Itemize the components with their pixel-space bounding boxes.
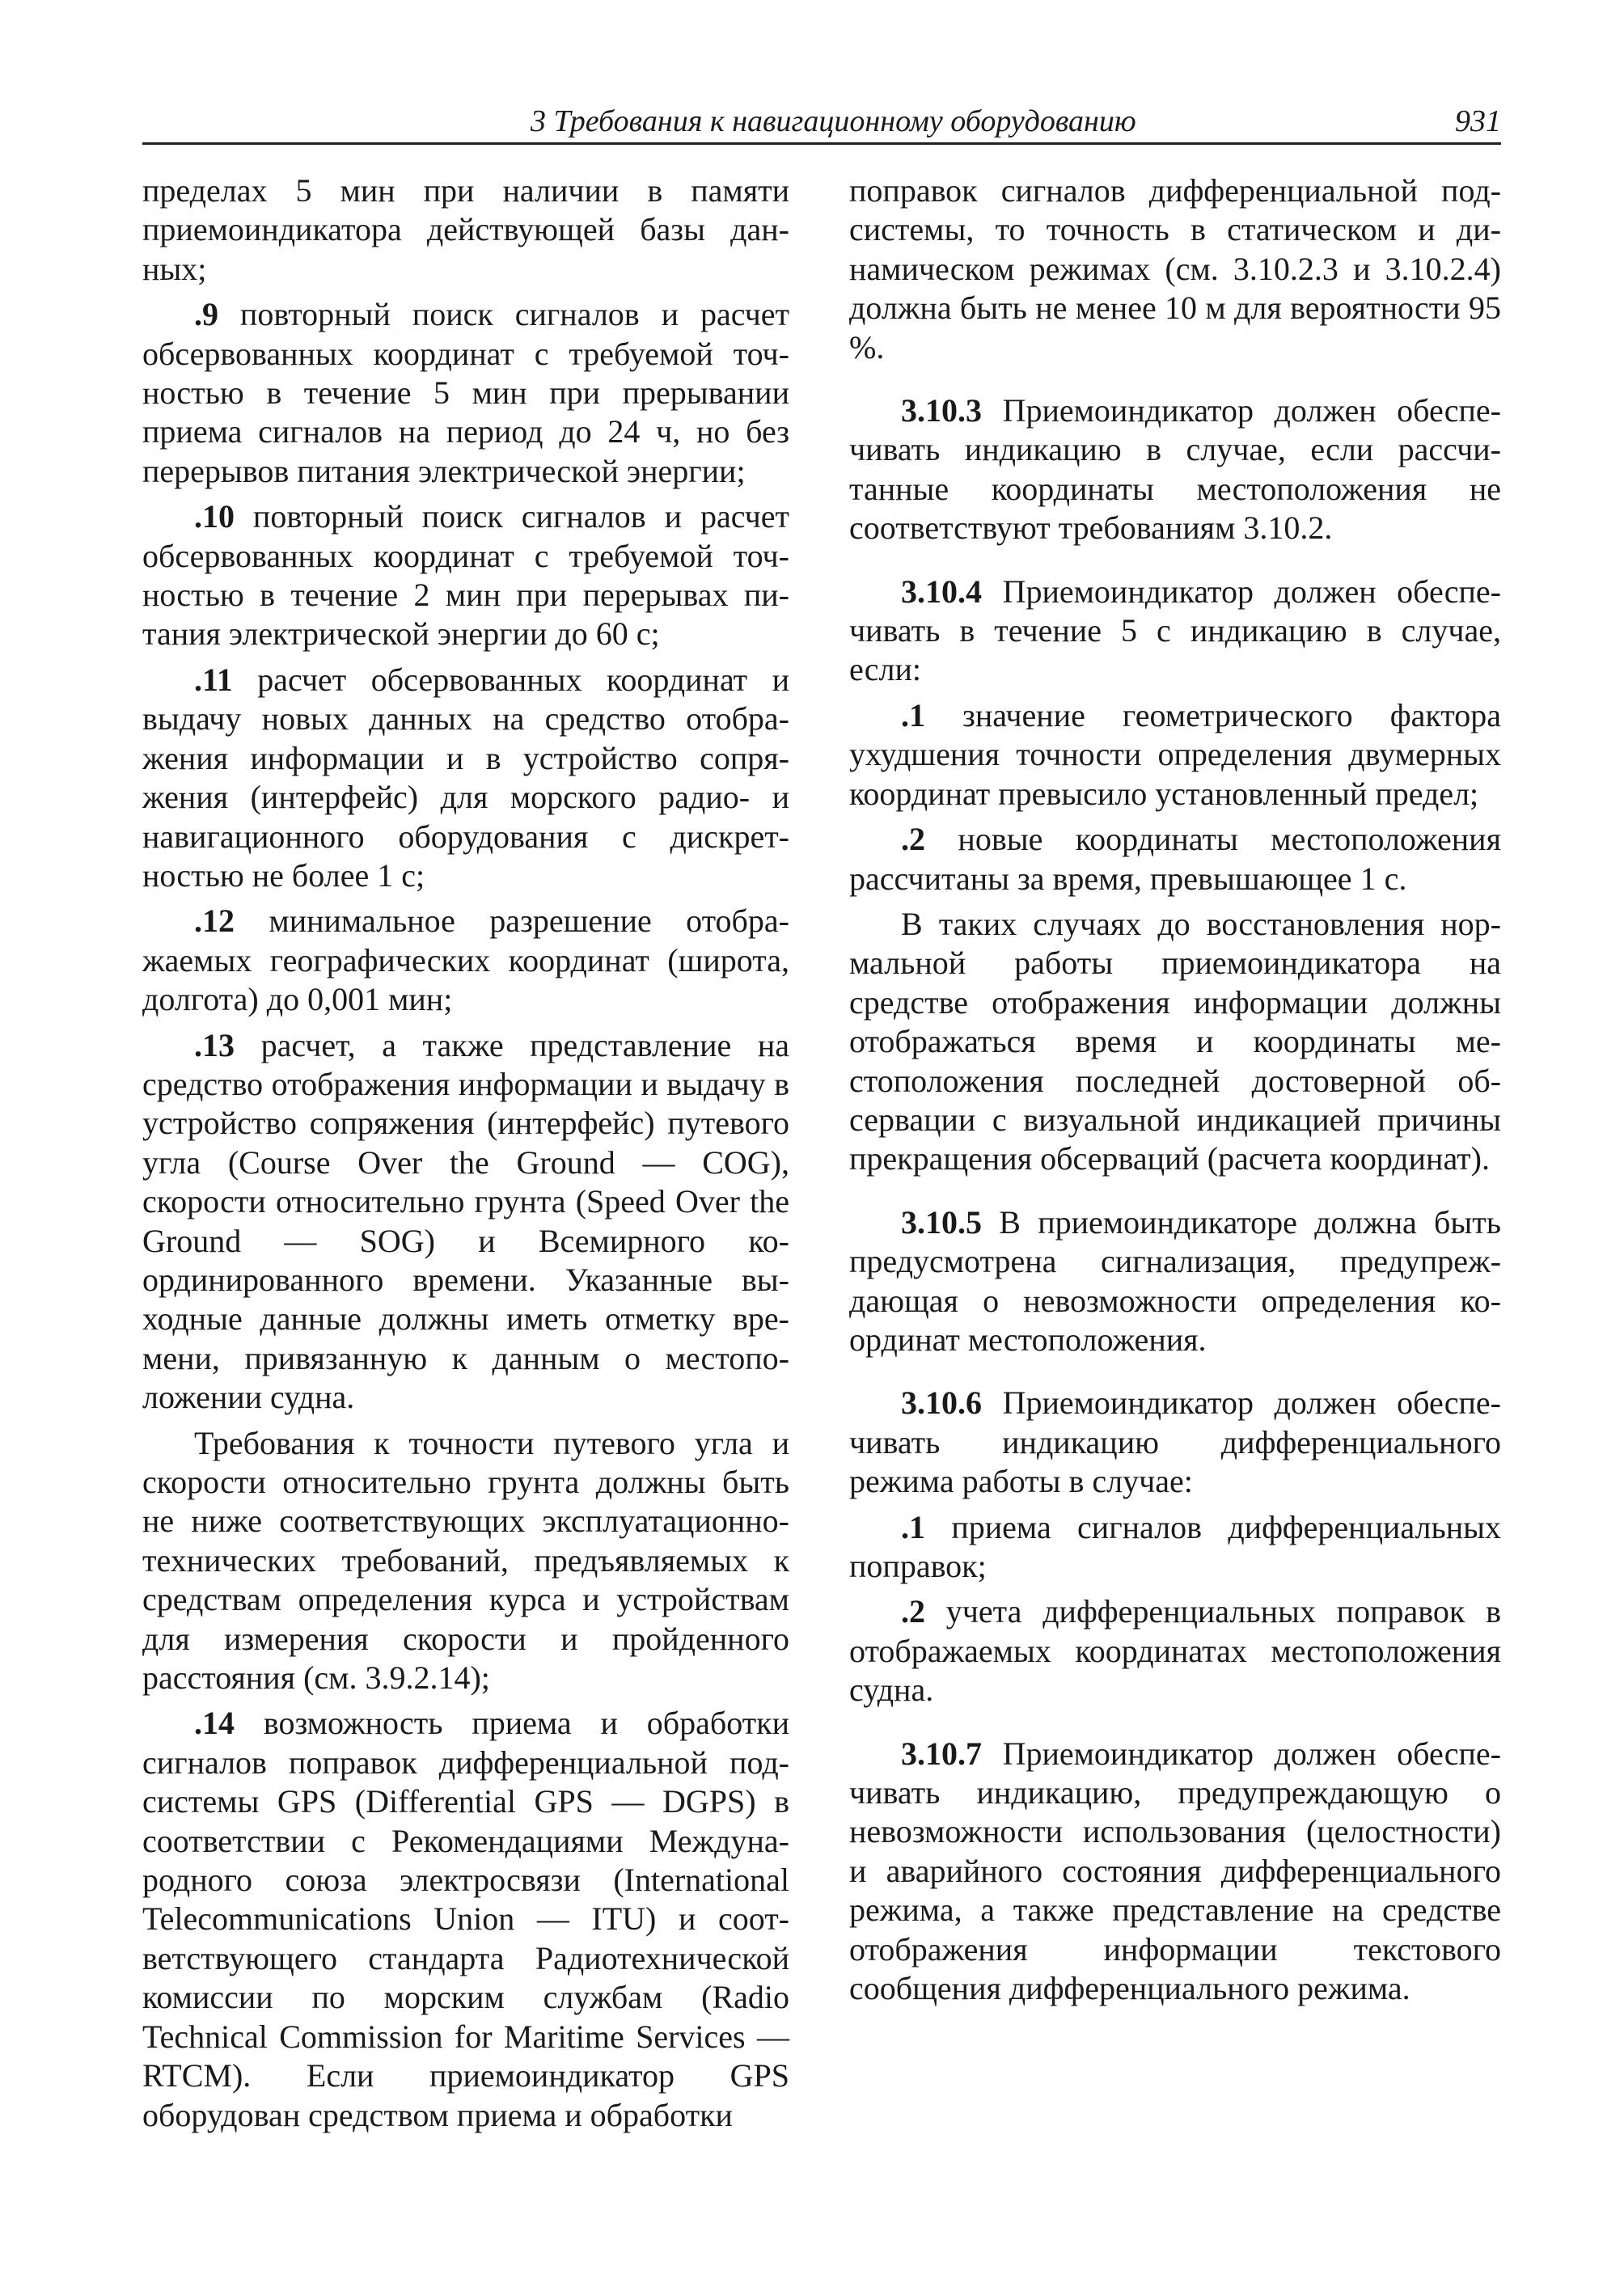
section-3-10-5: 3.10.5 В приемоиндикаторе должна быть предусмотрена сигнализация, предупреждающая о невозможности определения координат местоположения. bbox=[849, 1203, 1501, 1358]
list-item-2: .2 новые координаты местоположения рассчитаны за время, превышающее 1 с. bbox=[849, 821, 1501, 897]
item-number: .12 bbox=[194, 902, 235, 940]
page-number: 931 bbox=[1455, 104, 1501, 138]
list-item-1: .1 приема сигналов дифференциальных поправок; bbox=[849, 1508, 1501, 1584]
section-number: 3.10.3 bbox=[901, 392, 982, 429]
item-number: .10 bbox=[194, 498, 235, 535]
section-number: 3.10.5 bbox=[901, 1203, 982, 1241]
item-number: .9 bbox=[194, 296, 218, 333]
section-3-10-4: 3.10.4 Приемоиндикатор должен обеспечивать в течение 5 с индикацию в случае, если: bbox=[849, 573, 1501, 688]
section-3-10-7: 3.10.7 Приемоиндикатор должен обеспечивать индикацию, предупреждающую о невозможности использования (целостности) и аварийного состояния дифференциального режима, а также представление на средстве отображения информации текстового сообщения дифференциального режима. bbox=[849, 1735, 1501, 2007]
list-item-1: .1 значение геометрического фактора ухудшения точности определения двумерных координат превысило установленный предел; bbox=[849, 696, 1501, 812]
paragraph-accuracy-requirements: Требования к точности путевого угла и скорости относительно грунта должны быть не ниже соответствующих эксплуатационно-технических требований, предъявляемых к средствам определения курса и устройствам для измерения скорости и пройденного расстояния (см. 3.9.2.14); bbox=[142, 1424, 789, 1697]
list-item-2: .2 учета дифференциальных поправок в отображаемых координатах местоположения судна. bbox=[849, 1593, 1501, 1709]
item-number: .1 bbox=[901, 1508, 925, 1545]
section-number: 3.10.4 bbox=[901, 573, 982, 610]
item-number: .13 bbox=[194, 1026, 235, 1063]
list-item-12: .12 минимальное разрешение отображаемых географических координат (широта, долгота) до 0,001 мин; bbox=[142, 902, 789, 1018]
list-item-9: .9 повторный поиск сигналов и расчет обсервованных координат с требуемой точностью в течение 5 мин при прерывании приема сигналов на период до 24 ч, но без перерывов питания электрической энергии; bbox=[142, 296, 789, 489]
page-header bbox=[142, 99, 1501, 145]
left-column bbox=[142, 171, 789, 2135]
section-number: 3.10.6 bbox=[901, 1384, 982, 1422]
paragraph-continuation: пределах 5 мин при наличии в памяти приемоиндикатора действующей базы данных; bbox=[142, 172, 789, 287]
list-item-13: .13 расчет, а также представление на средство отображения информации и выдачу в устройство сопряжения (интерфейс) путевого угла (Course Over the Ground — COG), скорости относительно грунта (Speed Over the Ground — SOG) и Всемирного координированного времени. Указанные выходные данные должны иметь отметку времени, привязанную к данным о местоположении судна. bbox=[142, 1026, 789, 1416]
item-number: .2 bbox=[901, 1593, 925, 1630]
section-number: 3.10.7 bbox=[901, 1735, 982, 1772]
item-number: .1 bbox=[901, 696, 925, 733]
item-number: .11 bbox=[194, 661, 233, 698]
section-3-10-3: 3.10.3 Приемоиндикатор должен обеспечивать индикацию в случае, если рассчитанные координаты местоположения не соответствуют требованиям 3.10.2. bbox=[849, 392, 1501, 547]
item-number: .2 bbox=[901, 821, 925, 858]
running-header-title: 3 Требования к навигационному оборудованию bbox=[531, 104, 1136, 138]
right-column bbox=[849, 171, 1501, 2008]
list-item-10: .10 повторный поиск сигналов и расчет обсервованных координат с требуемой точностью в течение 2 мин при перерывах питания электрической энергии до 60 с; bbox=[142, 498, 789, 653]
list-item-11: .11 расчет обсервованных координат и выдачу новых данных на средство отображения информации и в устройство сопряжения (интерфейс) для морского радио- и навигационного оборудования с дискретностью не более 1 с; bbox=[142, 661, 789, 894]
paragraph-continuation: поправок сигналов дифференциальной подсистемы, то точность в статическом и динамическом режимах (см. 3.10.2.3 и 3.10.2.4) должна быть не менее 10 м для вероятности 95 %. bbox=[849, 172, 1501, 366]
list-item-14: .14 возможность приема и обработки сигналов поправок дифференциальной подсистемы GPS (Differential GPS — DGPS) в соответствии с Рекомендациями Международного союза электросвязи (International Telecommunications Union — ITU) и соответствующего стандарта Радиотехнической комиссии по морским службам (Radio Technical Commission for Maritime Services — RTCM). Если приемоиндикатор GPS оборудован средством приема и обработки bbox=[142, 1705, 789, 2133]
paragraph-restore-operation: В таких случаях до восстановления нормальной работы приемоиндикатора на средстве отображения информации должны отображаться время и координаты местоположения последней достоверной обсервации с визуальной индикацией причины прекращения обсерваций (расчета координат). bbox=[849, 905, 1501, 1177]
item-number: .14 bbox=[194, 1705, 235, 1742]
section-3-10-6: 3.10.6 Приемоиндикатор должен обеспечивать индикацию дифференциального режима работы в случае: bbox=[849, 1384, 1501, 1500]
